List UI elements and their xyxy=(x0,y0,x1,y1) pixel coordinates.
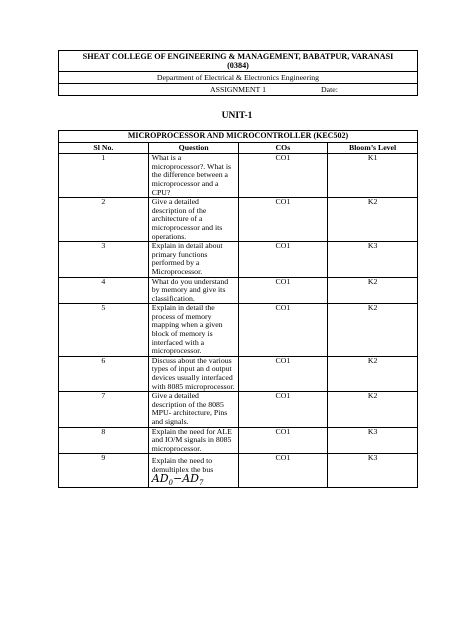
table-row xyxy=(59,277,418,304)
row-sl: 4 xyxy=(59,277,149,304)
table-row xyxy=(59,154,418,198)
row-sl: 6 xyxy=(59,356,149,391)
table-row xyxy=(59,454,418,488)
row-question: Discuss about the various types of input an d output devices usually interfaced with 8085 microprocessor. xyxy=(148,356,238,391)
row-bloom: K2 xyxy=(328,392,418,427)
column-header-blooms: Bloom’s Level xyxy=(328,142,418,154)
header-table xyxy=(58,50,418,96)
row-question: What is a microprocessor?. What is the difference between a microprocessor and a CPU? xyxy=(148,154,238,198)
row-bloom: K3 xyxy=(328,242,418,277)
row-question xyxy=(148,454,238,488)
column-header-sl: Sl No. xyxy=(59,142,149,154)
row-question: Give a detailed description of the architecture of a microprocessor and its operations. xyxy=(148,198,238,242)
assignment-label: ASSIGNMENT 1 xyxy=(210,85,266,94)
row-bloom: K1 xyxy=(328,154,418,198)
row-sl: 9 xyxy=(59,454,149,488)
unit-title: UNIT-1 xyxy=(221,111,253,121)
row-co: CO1 xyxy=(238,242,328,277)
row-bloom: K2 xyxy=(328,304,418,357)
row-co: CO1 xyxy=(238,454,328,488)
table-row xyxy=(59,198,418,242)
row-question: What do you understand by memory and give its classification. xyxy=(148,277,238,304)
row-co: CO1 xyxy=(238,427,328,454)
subject-title: MICROPROCESSOR AND MICROCONTROLLER (KEC502) xyxy=(59,131,418,143)
college-name xyxy=(59,51,418,72)
college-name-line1: SHEAT COLLEGE OF ENGINEERING & MANAGEMENT, BABATPUR, VARANASI xyxy=(82,52,394,61)
row-question: Explain the need for ALE and IO/M signals in 8085 microprocessor. xyxy=(148,427,238,454)
column-header-cos: COs xyxy=(238,142,328,154)
column-header-question: Question xyxy=(148,142,238,154)
row-question-text: Explain the need to demultiplex the bus xyxy=(151,456,214,474)
row-sl: 5 xyxy=(59,304,149,357)
row-co: CO1 xyxy=(238,154,328,198)
row-sl: 3 xyxy=(59,242,149,277)
table-row xyxy=(59,242,418,277)
row-sl: 2 xyxy=(59,198,149,242)
bus-expression: $AD_0-AD_7$ xyxy=(151,471,204,487)
row-bloom: K2 xyxy=(328,356,418,391)
date-label: Date: xyxy=(321,85,338,94)
row-question: Explain in detail about primary functions performed by a Microprocessor. xyxy=(148,242,238,277)
row-sl: 1 xyxy=(59,154,149,198)
college-name-line2: (0384) xyxy=(227,61,249,70)
row-co: CO1 xyxy=(238,356,328,391)
table-header-row xyxy=(59,142,418,154)
table-row xyxy=(59,304,418,357)
row-sl: 8 xyxy=(59,427,149,454)
row-bloom: K2 xyxy=(328,277,418,304)
department-name: Department of Electrical & Electronics Engineering xyxy=(59,72,418,84)
table-row xyxy=(59,427,418,454)
table-row xyxy=(59,392,418,427)
row-co: CO1 xyxy=(238,392,328,427)
assignment-row xyxy=(59,84,418,96)
row-question: Give a detailed description of the 8085 MPU- architecture, Pins and signals. xyxy=(148,392,238,427)
row-co: CO1 xyxy=(238,277,328,304)
questions-table xyxy=(58,130,418,488)
row-co: CO1 xyxy=(238,304,328,357)
row-question: Explain in detail the process of memory mapping when a given block of memory is interfaced with a microprocessor. xyxy=(148,304,238,357)
row-bloom: K3 xyxy=(328,454,418,488)
table-row xyxy=(59,356,418,391)
row-bloom: K2 xyxy=(328,198,418,242)
row-bloom: K3 xyxy=(328,427,418,454)
row-co: CO1 xyxy=(238,198,328,242)
row-sl: 7 xyxy=(59,392,149,427)
